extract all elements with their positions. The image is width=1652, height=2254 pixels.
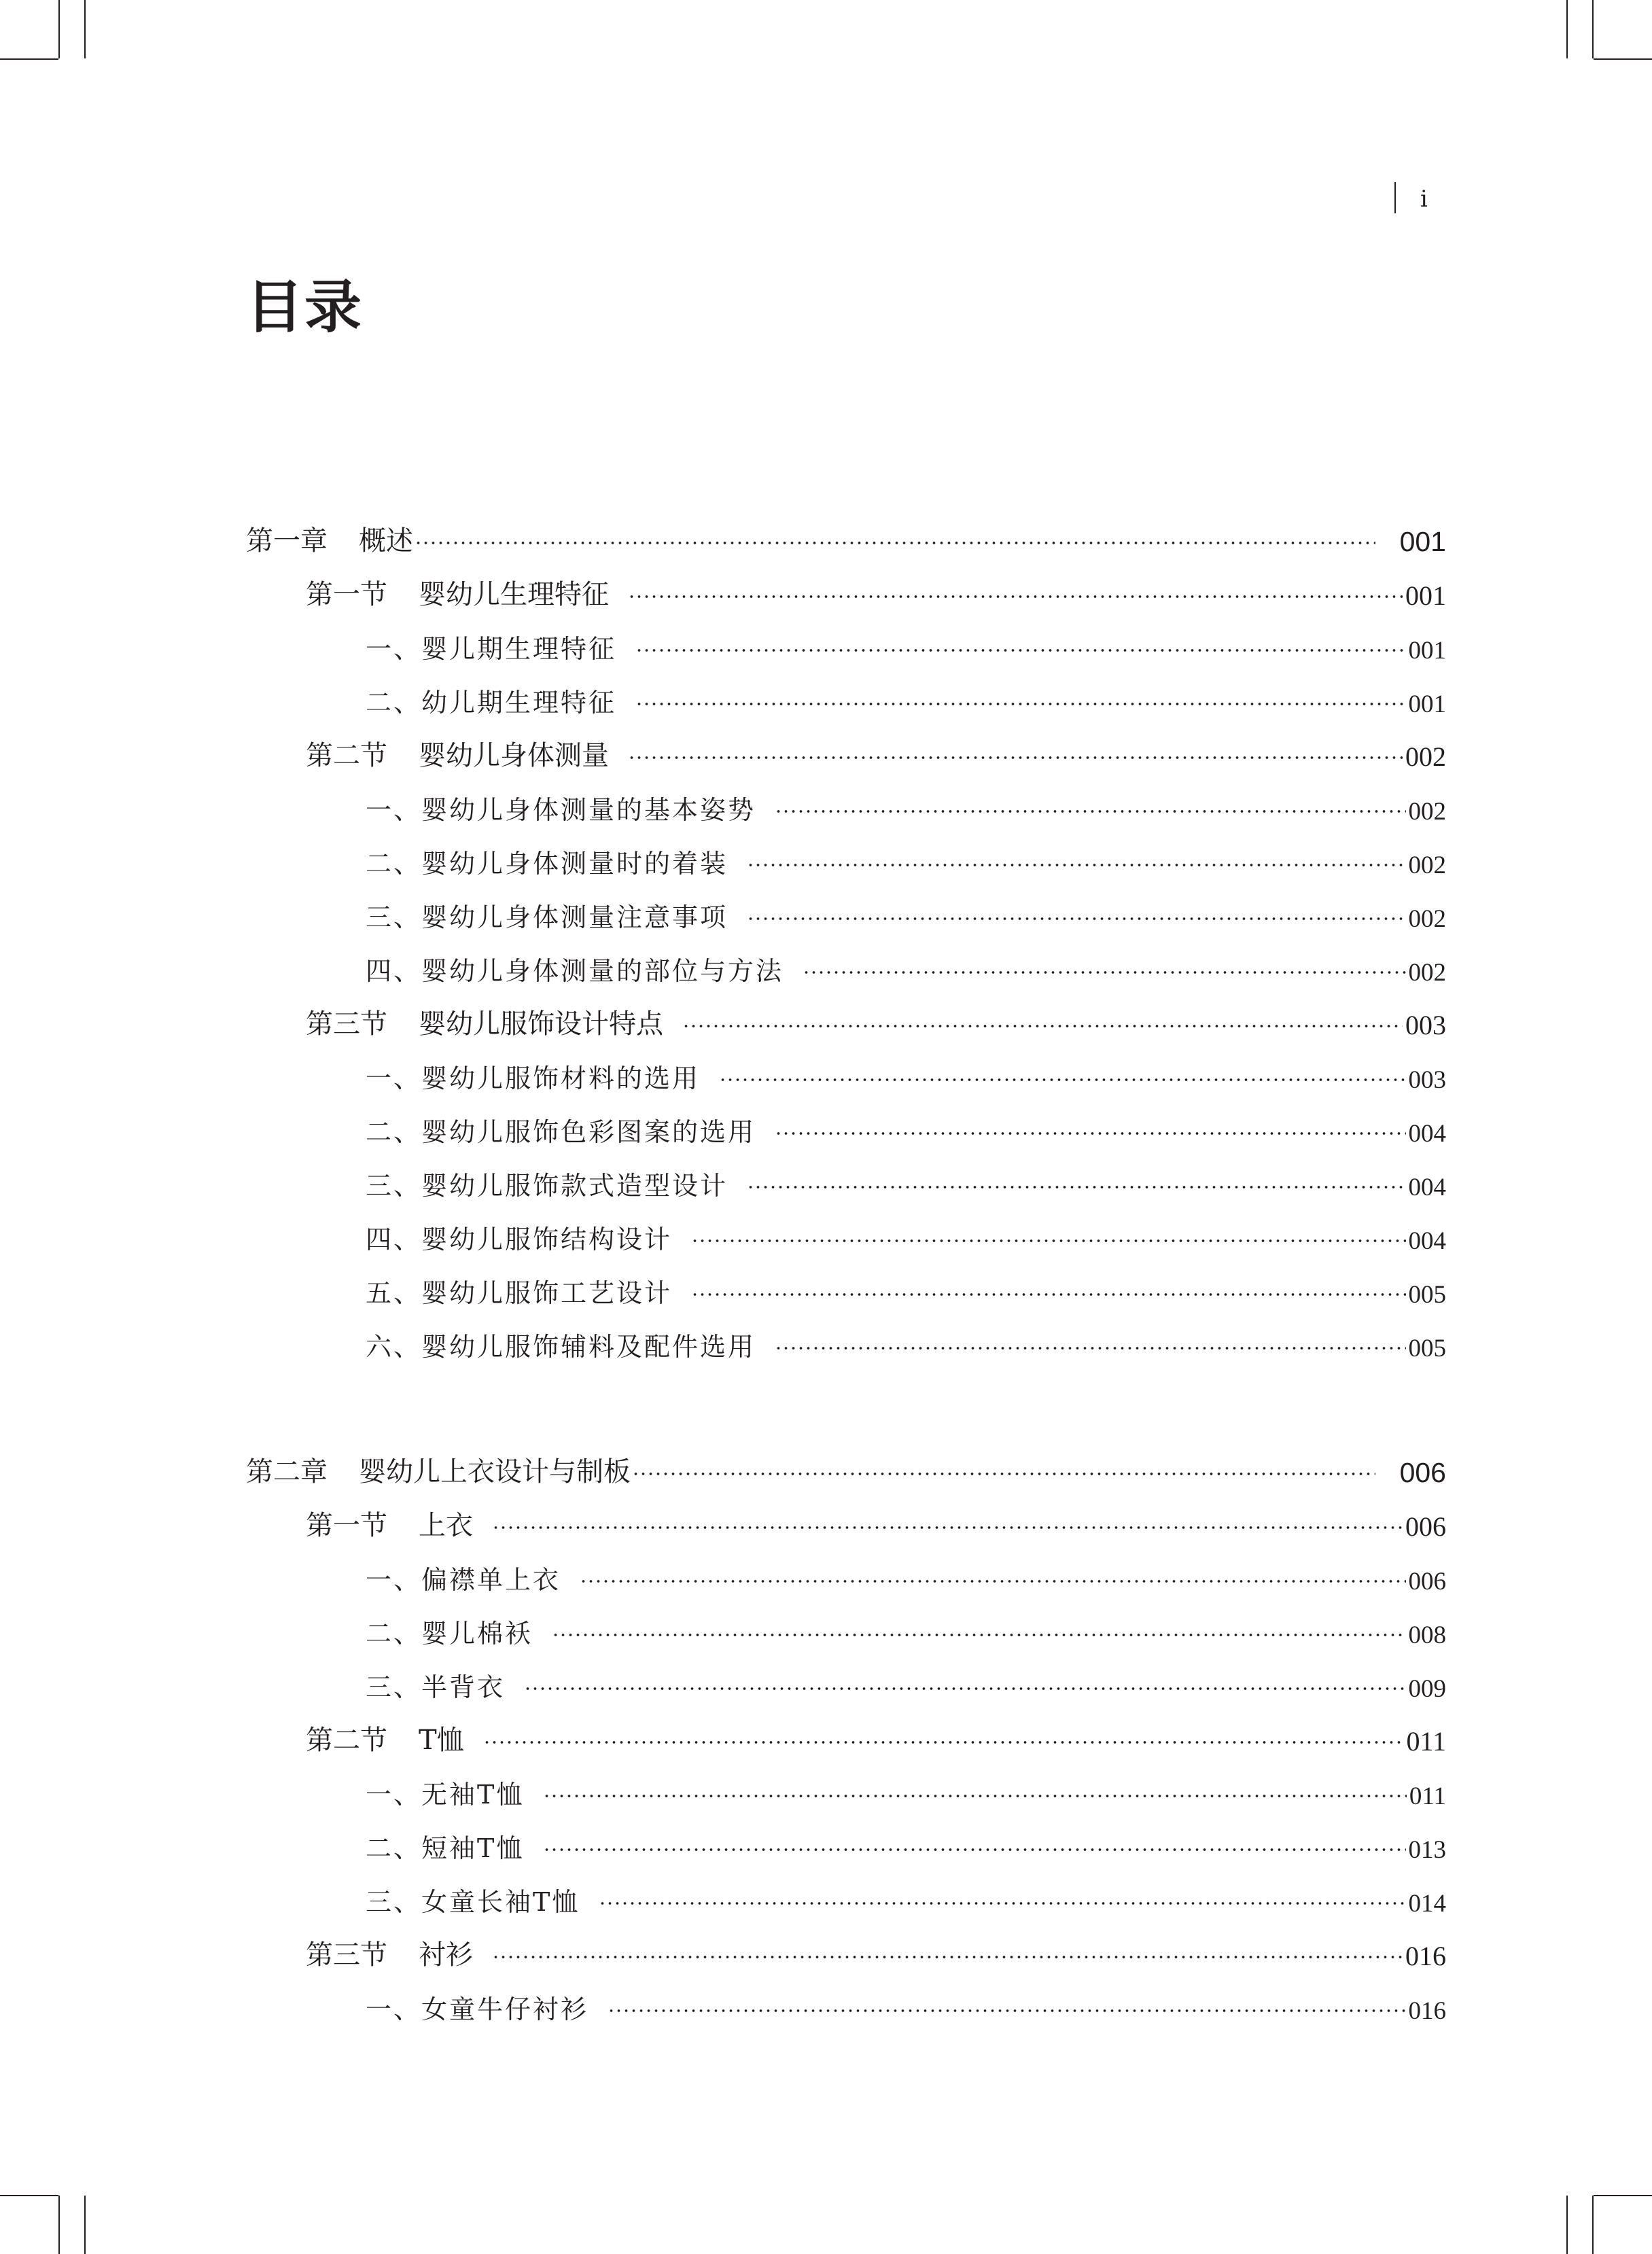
toc-entry-page-number: 002 <box>1408 798 1446 826</box>
toc-entry-page-number: 004 <box>1408 1174 1446 1201</box>
toc-entry-page-number: 005 <box>1408 1281 1446 1309</box>
toc-entry-label: 第一节 <box>306 579 387 610</box>
dot-leader <box>483 1737 1404 1748</box>
toc-entry-page-number: 006 <box>1399 1457 1446 1488</box>
toc-entry-title: 五、婴幼儿服饰工艺设计 <box>366 1278 673 1308</box>
toc-entry-page-number: 003 <box>1405 1010 1446 1040</box>
toc-entry-section[interactable] <box>306 732 1446 773</box>
folio-rule <box>1394 182 1396 213</box>
toc-entry-label: 第二章 <box>246 1456 328 1487</box>
toc-entry-label: 第三节 <box>306 1939 387 1971</box>
toc-entry-page-number: 005 <box>1408 1335 1446 1362</box>
toc-entry-item[interactable] <box>366 624 1446 665</box>
toc-entry-page-number: 013 <box>1408 1836 1446 1864</box>
toc-entry-title: 婴幼儿身体测量 <box>419 740 609 771</box>
dot-leader <box>691 1289 1405 1300</box>
dot-leader <box>599 1898 1405 1909</box>
dot-leader <box>492 1952 1403 1962</box>
dot-leader <box>524 1683 1405 1694</box>
dot-leader <box>492 1522 1403 1533</box>
toc-entry-page-number: 002 <box>1408 959 1446 987</box>
toc-entry-title: 三、女童长袖T恤 <box>366 1887 580 1917</box>
toc-entry-item[interactable] <box>366 839 1446 880</box>
toc-entry-item[interactable] <box>366 786 1446 826</box>
crop-mark <box>1566 2196 1568 2254</box>
dot-leader <box>682 1021 1403 1032</box>
crop-mark <box>1594 58 1652 60</box>
toc-entry-title: 二、短袖T恤 <box>366 1833 525 1863</box>
toc-entry-title: T恤 <box>419 1725 464 1756</box>
toc-entry-page-number: 016 <box>1405 1941 1446 1971</box>
toc-entry-page-number: 001 <box>1408 690 1446 718</box>
toc-entry-title: 一、婴儿期生理特征 <box>366 634 617 664</box>
toc-entry-page-number: 006 <box>1405 1511 1446 1542</box>
toc-entry-title: 四、婴幼儿身体测量的部位与方法 <box>366 956 784 986</box>
toc-entry-title: 三、半背衣 <box>366 1672 506 1702</box>
toc-entry-page-number: 014 <box>1408 1890 1446 1918</box>
toc-entry-title: 六、婴幼儿服饰辅料及配件选用 <box>366 1332 756 1362</box>
toc-entry-page-number: 011 <box>1406 1726 1446 1757</box>
dot-leader <box>803 967 1405 978</box>
dot-leader <box>543 1844 1405 1855</box>
crop-mark <box>58 0 60 58</box>
toc-entry-section[interactable] <box>306 1502 1446 1543</box>
toc-entry-title: 一、婴幼儿身体测量的基本姿势 <box>366 795 756 825</box>
page-title: 目录 <box>246 274 364 340</box>
dot-leader <box>719 1074 1405 1085</box>
toc-entry-item[interactable] <box>366 893 1446 934</box>
crop-mark <box>1592 2196 1594 2254</box>
toc-entry-label: 第二节 <box>306 740 387 771</box>
toc-entry-page-number: 004 <box>1408 1227 1446 1255</box>
toc-entry-item[interactable] <box>366 1609 1446 1650</box>
dot-leader <box>635 699 1405 709</box>
toc-entry-item[interactable] <box>366 1322 1446 1363</box>
toc-entry-item[interactable] <box>366 1985 1446 2026</box>
crop-mark <box>0 58 58 60</box>
dot-leader <box>775 1128 1405 1139</box>
dot-leader <box>775 1343 1405 1354</box>
toc-entry-title: 二、婴儿棉袄 <box>366 1619 533 1649</box>
toc-entry-page-number: 009 <box>1408 1675 1446 1703</box>
dot-leader <box>628 752 1403 763</box>
page-number: i <box>1420 186 1428 213</box>
crop-mark <box>84 2196 86 2254</box>
crop-mark <box>0 2195 58 2196</box>
crop-mark <box>84 0 86 58</box>
toc-entry-item[interactable] <box>366 1878 1446 1918</box>
toc-entry-title: 婴幼儿上衣设计与制板 <box>359 1456 631 1487</box>
toc-entry-page-number: 002 <box>1408 905 1446 933</box>
toc-entry-item[interactable] <box>366 1108 1446 1148</box>
toc-entry-item[interactable] <box>366 678 1446 719</box>
toc-entry-section[interactable] <box>306 1716 1446 1757</box>
crop-mark <box>1592 0 1594 58</box>
toc-entry-page-number: 011 <box>1409 1782 1446 1810</box>
dot-leader <box>580 1576 1405 1587</box>
toc-entry-page-number: 008 <box>1408 1621 1446 1649</box>
toc-entry-section[interactable] <box>306 1000 1446 1041</box>
toc-entry-title: 四、婴幼儿服饰结构设计 <box>366 1225 673 1254</box>
toc-entry-item[interactable] <box>366 1663 1446 1704</box>
crop-mark <box>1594 2195 1652 2196</box>
dot-leader <box>628 591 1403 602</box>
toc-entry-title: 一、婴幼儿服饰材料的选用 <box>366 1063 701 1093</box>
toc-entry-label: 第一章 <box>246 525 328 557</box>
dot-leader <box>635 645 1405 656</box>
dot-leader <box>543 1791 1407 1801</box>
toc-entry-title: 三、婴幼儿身体测量注意事项 <box>366 902 728 932</box>
toc-entry-page-number: 002 <box>1408 851 1446 879</box>
toc-entry-item[interactable] <box>366 1555 1446 1596</box>
toc-entry-page-number: 006 <box>1408 1568 1446 1596</box>
toc-entry-section[interactable] <box>306 1931 1446 1972</box>
toc-entry-title: 二、幼儿期生理特征 <box>366 688 617 718</box>
toc-entry-title: 一、偏襟单上衣 <box>366 1565 561 1595</box>
toc-entry-title: 衬衫 <box>419 1939 473 1971</box>
toc-entry-item[interactable] <box>366 947 1446 987</box>
toc-entry-item[interactable] <box>366 1770 1446 1811</box>
toc-entry-label: 第二节 <box>306 1725 387 1756</box>
toc-entry-title: 一、无袖T恤 <box>366 1780 525 1810</box>
toc-entry-page-number: 001 <box>1408 637 1446 665</box>
toc-entry-page-number: 001 <box>1399 526 1446 557</box>
toc-entry-page-number: 016 <box>1408 1997 1446 2025</box>
toc-entry-title: 上衣 <box>419 1510 473 1541</box>
toc-entry-page-number: 001 <box>1405 580 1446 611</box>
toc-entry-title: 一、女童牛仔衬衫 <box>366 1994 589 2024</box>
toc-entry-item[interactable] <box>366 1054 1446 1095</box>
dot-leader <box>608 2005 1405 2016</box>
crop-mark <box>1566 0 1568 58</box>
crop-mark <box>58 2196 60 2254</box>
dot-leader <box>775 806 1405 817</box>
dot-leader <box>747 1182 1405 1193</box>
toc-entry-title: 三、婴幼儿服饰款式造型设计 <box>366 1171 728 1201</box>
toc-entry-page-number: 004 <box>1408 1120 1446 1148</box>
toc-entry-label: 第三节 <box>306 1008 387 1040</box>
toc-entry-title: 婴幼儿生理特征 <box>419 579 609 610</box>
toc-entry-section[interactable] <box>306 571 1446 612</box>
toc-entry-page-number: 002 <box>1405 741 1446 772</box>
toc-entry-page-number: 003 <box>1408 1066 1446 1094</box>
toc-entry-item[interactable] <box>366 1824 1446 1865</box>
toc-entry-label: 第一节 <box>306 1510 387 1541</box>
toc-entry-title: 二、婴幼儿服饰色彩图案的选用 <box>366 1117 756 1147</box>
toc-entry-item[interactable] <box>366 1269 1446 1309</box>
toc-entry-chapter[interactable] <box>246 517 1446 558</box>
dot-leader <box>747 860 1405 870</box>
toc-entry-chapter[interactable] <box>246 1448 1446 1489</box>
toc-entry-title: 概述 <box>359 525 413 557</box>
dot-leader <box>552 1630 1405 1640</box>
toc-entry-item[interactable] <box>366 1161 1446 1202</box>
toc-entry-title: 二、婴幼儿身体测量时的着装 <box>366 849 728 879</box>
dot-leader <box>691 1235 1405 1246</box>
dot-leader <box>632 1468 1375 1479</box>
toc-entry-item[interactable] <box>366 1215 1446 1256</box>
dot-leader <box>415 538 1375 548</box>
dot-leader <box>747 913 1405 924</box>
toc-entry-title: 婴幼儿服饰设计特点 <box>419 1008 663 1040</box>
